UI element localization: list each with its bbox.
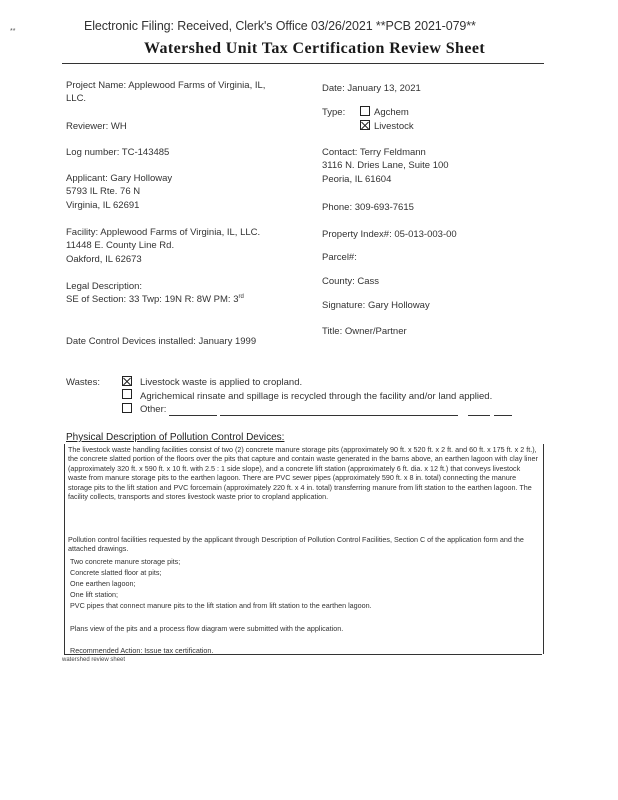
livestock-label: Livestock [374,121,414,132]
facility-name: Facility: Applewood Farms of Virginia, IL, LLC. [66,227,261,238]
facility-item-3: One earthen lagoon; [70,579,136,588]
date-installed: Date Control Devices installed: January 1999 [66,336,257,347]
livestock-waste-checkbox[interactable] [122,376,132,386]
physical-description-paragraph: The livestock waste handling facilities consist of two (2) concrete manure storage pits (approximately 90 ft. x 520 ft. x 2 ft. and 60 ft. x 175 ft. x 2 ft.), the concrete slatted portion of the floors over the pits that capture and contain waste generated in the barns above, an earthen lagoon with clay liner (approximately 320 ft. x 590 ft. x 10 ft. with 2.5 : 1 side slope), and a concrete lift station (approximately 6 ft. dia. x 12 ft.) that conveys livestock waste from manure storage pits to the earthen lagoon. There are PVC sewer pipes (approximately 590 ft. x 8 in. total) connecting the manure storage pits to the lift station and PVC forcemain (approximately 220 ft. x 4 in. total) transferring manure from lift station to the earthen lagoon. The facility collects, transports and stores livestock waste prior to cropland application. [68,445,538,502]
facility-item-2: Concrete slatted floor at pits; [70,568,162,577]
applicant-address: 5793 IL Rte. 76 N [66,186,141,197]
contact-address: 3116 N. Dries Lane, Suite 100 [322,160,449,171]
recommended-rule [64,654,542,655]
other-option: Other: [140,404,167,415]
county: County: Cass [322,276,380,287]
log-number: Log number: TC-143485 [66,147,170,158]
facility-address: 11448 E. County Line Rd. [66,240,175,251]
agchem-checkbox[interactable] [360,106,370,116]
type-label: Type: [322,107,346,118]
other-blank-rule-1 [169,415,217,416]
other-blank-rule-3 [468,415,490,416]
facility-item-5: PVC pipes that connect manure pits to the lift station and from lift station to the earthen lagoon. [70,601,372,610]
applicant-city: Virginia, IL 62691 [66,200,140,211]
plans-statement: Plans view of the pits and a process flow diagram were submitted with the application. [70,624,344,633]
legal-description-text: SE of Section: 33 Twp: 19N R: 8W PM: 3 [66,294,239,306]
title-field: Title: Owner/Partner [322,326,407,337]
project-name-line-1: Project Name: Applewood Farms of Virginia, IL, [66,80,266,91]
facility-item-1: Two concrete manure storage pits; [70,557,181,566]
corner-mark: ** [10,28,16,35]
other-blank-rule-4 [494,415,512,416]
other-blank-rule-2 [220,415,458,416]
livestock-waste-option: Livestock waste is applied to cropland. [140,377,303,388]
parcel: Parcel#: [322,252,357,263]
page-title: Watershed Unit Tax Certification Review Sheet [144,40,486,57]
recommended-action: Recommended Action: Issue tax certification. [70,646,214,655]
legal-description [66,294,244,305]
applicant-name: Applicant: Gary Holloway [66,173,173,184]
contact-name: Contact: Terry Feldmann [322,147,426,158]
agrichemical-checkbox[interactable] [122,389,132,399]
project-name-line-2: LLC. [66,93,87,104]
other-checkbox[interactable] [122,403,132,413]
reviewer: Reviewer: WH [66,121,127,132]
facility-item-4: One lift station; [70,590,118,599]
wastes-label: Wastes: [66,377,100,388]
legal-description-label: Legal Description: [66,281,143,292]
legal-description-superscript: rd [238,294,244,300]
footer-label: watershed review sheet [62,657,126,663]
signature: Signature: Gary Holloway [322,300,430,311]
property-index: Property Index#: 05-013-003-00 [322,229,457,240]
contact-city: Peoria, IL 61604 [322,174,392,185]
date: Date: January 13, 2021 [322,83,421,94]
livestock-checkbox[interactable] [360,120,370,130]
facility-city: Oakford, IL 62673 [66,254,142,265]
title-rule [62,63,544,64]
agrichemical-option: Agrichemical rinsate and spillage is recycled through the facility and/or land applied. [140,391,493,402]
agchem-label: Agchem [374,107,409,118]
phone: Phone: 309-693-7615 [322,202,414,213]
physical-description-heading: Physical Description of Pollution Control Devices: [66,432,285,443]
requested-facilities-paragraph: Pollution control facilities requested by the applicant through Description of Pollution Control Facilities, Section C of the application form and the attached drawings. [68,535,524,554]
filing-header: Electronic Filing: Received, Clerk's Office 03/26/2021 **PCB 2021-079** [84,19,476,33]
